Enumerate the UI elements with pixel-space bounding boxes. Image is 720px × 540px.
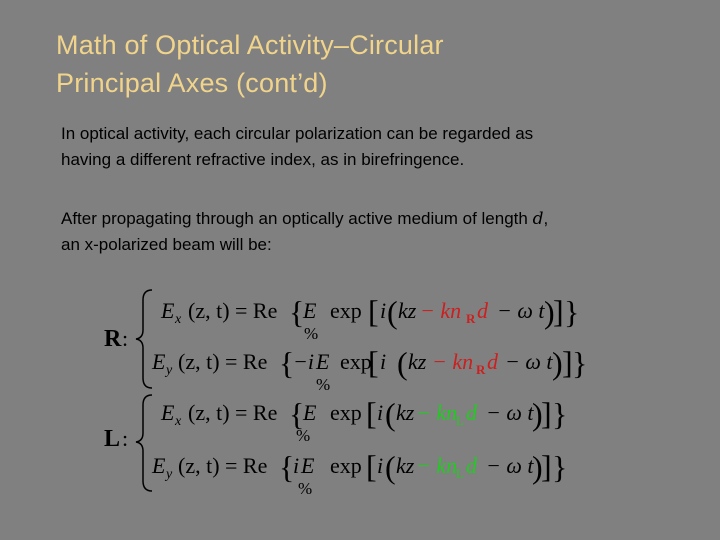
L2-E: E: [152, 453, 166, 478]
intro-line-2: having a different refractive index, as in birefringence.: [61, 150, 465, 169]
L1-E: E: [161, 400, 175, 425]
title-line-1: Math of Optical Activity–Circular: [56, 30, 444, 60]
R2-i: i: [380, 349, 387, 374]
R1-rbracket: ]: [553, 293, 564, 329]
L2-garble: %: [298, 479, 313, 498]
R2-E-sub: y: [166, 363, 173, 378]
L1-d: d: [466, 400, 477, 425]
length-variable: d: [532, 209, 544, 229]
L1-lbracket: [: [366, 395, 377, 431]
R1-rparen: ): [544, 294, 555, 330]
L1-minus-kn: − kn: [416, 400, 458, 425]
propagation-text-pre: After propagating through an optically active medium of length: [61, 209, 533, 228]
L2-lbracket: [: [366, 448, 377, 484]
L1-sub: L: [456, 413, 464, 428]
R-colon: :: [122, 326, 129, 351]
L-row-2: [151, 448, 567, 498]
L1-garble: %: [296, 426, 311, 445]
L2-d: d: [466, 453, 477, 478]
R1-exp: exp: [330, 298, 362, 323]
L-label: L: [104, 426, 121, 452]
intro-line-1: In optical activity, each circular polarization can be regarded as: [61, 124, 534, 143]
L2-lcurly: {: [279, 449, 295, 485]
L2-exp: exp: [330, 453, 362, 478]
title-line-2: Principal Axes (cont’d): [56, 68, 328, 98]
L2-minus-kn: − kn: [416, 453, 458, 478]
R1-wt: − ω t: [497, 298, 545, 323]
R1-E-sub: x: [175, 312, 182, 327]
R2-E: E: [152, 349, 166, 374]
L-colon: :: [122, 426, 129, 451]
R-row-2: [151, 344, 587, 394]
R1-minus-kn: − kn: [420, 298, 462, 323]
R1-args: (z, t) = Re: [188, 298, 278, 323]
R1-rcurly: }: [564, 294, 580, 330]
R1-E: E: [161, 298, 175, 323]
L1-E0: E: [303, 400, 317, 425]
R2-garble: %: [316, 375, 331, 394]
R2-lcurly: {: [279, 345, 295, 381]
L2-rcurly: }: [552, 449, 568, 485]
R1-kz: kz: [398, 298, 417, 323]
R-row-1: [160, 293, 579, 343]
propagation-text-post: ,: [543, 209, 549, 228]
R2-args: (z, t) = Re: [178, 349, 268, 374]
R2-lbracket: [: [368, 344, 379, 380]
L2-sub: L: [456, 466, 464, 481]
L2-args: (z, t) = Re: [178, 453, 268, 478]
R1-lbracket: [: [368, 293, 379, 329]
R1-lparen: (: [387, 294, 398, 330]
L2-wt: − ω t: [486, 453, 534, 478]
L1-rparen: ): [532, 396, 543, 432]
L1-rbracket: ]: [541, 395, 552, 431]
L-row-1: [160, 395, 567, 445]
R-label: R: [104, 326, 122, 352]
L2-rbracket: ]: [541, 448, 552, 484]
R2-exp: exp: [340, 349, 372, 374]
L2-i: i: [377, 453, 384, 478]
L2-rparen: ): [532, 449, 543, 485]
L1-E-sub: x: [175, 414, 182, 429]
R2-minus-i: −i: [293, 349, 314, 374]
R2-E0: E: [316, 349, 330, 374]
L1-exp: exp: [330, 400, 362, 425]
R2-wt: − ω t: [505, 349, 553, 374]
R2-rcurly: }: [572, 345, 588, 381]
L2-i-prefix: i: [293, 453, 300, 478]
R1-garble: %: [304, 324, 319, 343]
L1-args: (z, t) = Re: [188, 400, 278, 425]
L1-rcurly: }: [552, 396, 568, 432]
R2-kz: kz: [408, 349, 427, 374]
L2-kz: kz: [396, 453, 415, 478]
L-brace: [136, 395, 152, 491]
R2-rbracket: ]: [562, 344, 573, 380]
R2-sub: R: [476, 362, 486, 377]
R2-lparen: (: [397, 345, 408, 381]
R-brace: [136, 290, 152, 388]
R1-E0: E: [303, 298, 317, 323]
L1-kz: kz: [396, 400, 415, 425]
L2-lparen: (: [385, 449, 396, 485]
L2-E-sub: y: [166, 467, 173, 482]
L2-E0: E: [301, 453, 315, 478]
L1-i: i: [377, 400, 384, 425]
R1-d: d: [477, 298, 488, 323]
R1-lcurly: {: [289, 294, 305, 330]
R2-d: d: [487, 349, 498, 374]
R1-sub: R: [466, 311, 476, 326]
L1-wt: − ω t: [486, 400, 534, 425]
R2-minus-kn: − kn: [432, 349, 474, 374]
R2-rparen: ): [552, 345, 563, 381]
propagation-line-2: an x-polarized beam will be:: [61, 235, 272, 254]
L1-lcurly: {: [289, 396, 305, 432]
R1-i: i: [380, 298, 387, 323]
L1-lparen: (: [385, 396, 396, 432]
